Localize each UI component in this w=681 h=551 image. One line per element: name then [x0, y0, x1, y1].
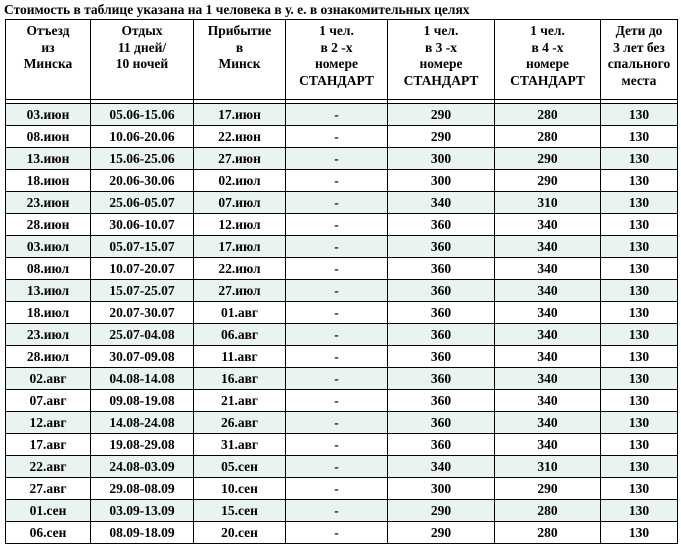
double-room-cell: - [286, 236, 388, 258]
stay-cell: 25.06-05.07 [91, 192, 194, 214]
table-row [6, 258, 678, 280]
double-room-cell: - [286, 324, 388, 346]
stay-cell: 10.06-20.06 [91, 126, 194, 148]
triple-room-cell: 340 [388, 456, 495, 478]
children-cell: 130 [601, 456, 678, 478]
quad-room-cell: 340 [495, 390, 601, 412]
stay-cell: 24.08-03.09 [91, 456, 194, 478]
triple-room-cell: 360 [388, 368, 495, 390]
arrival-cell: 12.июл [194, 214, 286, 236]
triple-room-cell: 360 [388, 236, 495, 258]
departure-cell: 01.сен [6, 500, 91, 522]
children-cell: 130 [601, 192, 678, 214]
departure-cell: 18.июл [6, 302, 91, 324]
table-row [6, 148, 678, 170]
departure-cell: 12.авг [6, 412, 91, 434]
arrival-cell: 27.июн [194, 148, 286, 170]
children-cell: 130 [601, 346, 678, 368]
triple-room-cell: 360 [388, 280, 495, 302]
children-cell: 130 [601, 522, 678, 544]
quad-room-cell: 290 [495, 478, 601, 500]
double-room-cell: - [286, 412, 388, 434]
triple-room-cell: 290 [388, 104, 495, 126]
departure-cell: 28.июн [6, 214, 91, 236]
quad-room-cell: 280 [495, 126, 601, 148]
arrival-cell: 22.июн [194, 126, 286, 148]
triple-room-cell: 340 [388, 192, 495, 214]
stay-cell: 15.07-25.07 [91, 280, 194, 302]
quad-room-cell: 340 [495, 346, 601, 368]
header-row [6, 20, 678, 100]
departure-cell: 17.авг [6, 434, 91, 456]
quad-room-cell: 280 [495, 500, 601, 522]
header-stay: Отдых 11 дней/ 10 ночей [91, 20, 194, 100]
header-triple-room: 1 чел. в 3 -х номере СТАНДАРТ [388, 20, 495, 100]
table-row [6, 280, 678, 302]
quad-room-cell: 290 [495, 170, 601, 192]
departure-cell: 06.сен [6, 522, 91, 544]
stay-cell: 09.08-19.08 [91, 390, 194, 412]
children-cell: 130 [601, 170, 678, 192]
quad-room-cell: 340 [495, 236, 601, 258]
double-room-cell: - [286, 368, 388, 390]
quad-room-cell: 290 [495, 148, 601, 170]
table-row [6, 104, 678, 126]
quad-room-cell: 310 [495, 192, 601, 214]
departure-cell: 27.авг [6, 478, 91, 500]
children-cell: 130 [601, 280, 678, 302]
arrival-cell: 11.авг [194, 346, 286, 368]
departure-cell: 13.июл [6, 280, 91, 302]
stay-cell: 04.08-14.08 [91, 368, 194, 390]
price-table [5, 19, 678, 544]
children-cell: 130 [601, 148, 678, 170]
header-children: Дети до 3 лет без спального места [601, 20, 678, 100]
stay-cell: 20.06-30.06 [91, 170, 194, 192]
departure-cell: 18.июн [6, 170, 91, 192]
children-cell: 130 [601, 236, 678, 258]
double-room-cell: - [286, 104, 388, 126]
arrival-cell: 07.июл [194, 192, 286, 214]
children-cell: 130 [601, 126, 678, 148]
stay-cell: 25.07-04.08 [91, 324, 194, 346]
stay-cell: 10.07-20.07 [91, 258, 194, 280]
children-cell: 130 [601, 478, 678, 500]
table-row [6, 302, 678, 324]
arrival-cell: 27.июл [194, 280, 286, 302]
triple-room-cell: 300 [388, 148, 495, 170]
table-row [6, 522, 678, 544]
quad-room-cell: 340 [495, 258, 601, 280]
stay-cell: 05.06-15.06 [91, 104, 194, 126]
triple-room-cell: 290 [388, 126, 495, 148]
arrival-cell: 17.июн [194, 104, 286, 126]
stay-cell: 19.08-29.08 [91, 434, 194, 456]
table-row [6, 390, 678, 412]
stay-cell: 08.09-18.09 [91, 522, 194, 544]
triple-room-cell: 360 [388, 302, 495, 324]
table-row [6, 324, 678, 346]
arrival-cell: 22.июл [194, 258, 286, 280]
arrival-cell: 06.авг [194, 324, 286, 346]
children-cell: 130 [601, 412, 678, 434]
table-row [6, 346, 678, 368]
children-cell: 130 [601, 390, 678, 412]
triple-room-cell: 360 [388, 412, 495, 434]
arrival-cell: 16.авг [194, 368, 286, 390]
departure-cell: 23.июл [6, 324, 91, 346]
table-row [6, 214, 678, 236]
double-room-cell: - [286, 170, 388, 192]
triple-room-cell: 290 [388, 500, 495, 522]
double-room-cell: - [286, 434, 388, 456]
header-quad-room: 1 чел. в 4 -х номере СТАНДАРТ [495, 20, 601, 100]
children-cell: 130 [601, 104, 678, 126]
quad-room-cell: 340 [495, 434, 601, 456]
departure-cell: 28.июл [6, 346, 91, 368]
triple-room-cell: 360 [388, 390, 495, 412]
arrival-cell: 15.сен [194, 500, 286, 522]
double-room-cell: - [286, 456, 388, 478]
double-room-cell: - [286, 214, 388, 236]
departure-cell: 23.июн [6, 192, 91, 214]
children-cell: 130 [601, 324, 678, 346]
double-room-cell: - [286, 258, 388, 280]
arrival-cell: 20.сен [194, 522, 286, 544]
stay-cell: 30.07-09.08 [91, 346, 194, 368]
stay-cell: 03.09-13.09 [91, 500, 194, 522]
quad-room-cell: 310 [495, 456, 601, 478]
arrival-cell: 05.сен [194, 456, 286, 478]
table-row [6, 456, 678, 478]
stay-cell: 15.06-25.06 [91, 148, 194, 170]
double-room-cell: - [286, 500, 388, 522]
quad-room-cell: 280 [495, 104, 601, 126]
table-row [6, 412, 678, 434]
table-body [6, 104, 678, 544]
quad-room-cell: 340 [495, 368, 601, 390]
triple-room-cell: 360 [388, 434, 495, 456]
quad-room-cell: 340 [495, 214, 601, 236]
double-room-cell: - [286, 522, 388, 544]
stay-cell: 05.07-15.07 [91, 236, 194, 258]
header-arrival: Прибытие в Минск [194, 20, 286, 100]
stay-cell: 30.06-10.07 [91, 214, 194, 236]
stay-cell: 14.08-24.08 [91, 412, 194, 434]
triple-room-cell: 360 [388, 346, 495, 368]
children-cell: 130 [601, 214, 678, 236]
table-row [6, 170, 678, 192]
children-cell: 130 [601, 302, 678, 324]
departure-cell: 22.авг [6, 456, 91, 478]
triple-room-cell: 360 [388, 258, 495, 280]
table-row [6, 126, 678, 148]
header-double-room: 1 чел. в 2 -х номере СТАНДАРТ [286, 20, 388, 100]
table-row [6, 434, 678, 456]
quad-room-cell: 340 [495, 280, 601, 302]
table-caption: Стоимость в таблице указана на 1 человека в у. е. в ознакомительных целях [4, 2, 470, 17]
quad-room-cell: 280 [495, 522, 601, 544]
double-room-cell: - [286, 302, 388, 324]
departure-cell: 08.июл [6, 258, 91, 280]
table-row [6, 192, 678, 214]
triple-room-cell: 290 [388, 522, 495, 544]
quad-room-cell: 340 [495, 412, 601, 434]
quad-room-cell: 340 [495, 302, 601, 324]
children-cell: 130 [601, 368, 678, 390]
stay-cell: 20.07-30.07 [91, 302, 194, 324]
children-cell: 130 [601, 258, 678, 280]
triple-room-cell: 300 [388, 170, 495, 192]
departure-cell: 03.июл [6, 236, 91, 258]
arrival-cell: 10.сен [194, 478, 286, 500]
double-room-cell: - [286, 390, 388, 412]
departure-cell: 03.июн [6, 104, 91, 126]
arrival-cell: 02.июл [194, 170, 286, 192]
departure-cell: 02.авг [6, 368, 91, 390]
children-cell: 130 [601, 434, 678, 456]
double-room-cell: - [286, 478, 388, 500]
children-cell: 130 [601, 500, 678, 522]
table-row [6, 236, 678, 258]
double-room-cell: - [286, 346, 388, 368]
table-row [6, 368, 678, 390]
header-departure: Отъезд из Минска [6, 20, 91, 100]
departure-cell: 08.июн [6, 126, 91, 148]
arrival-cell: 26.авг [194, 412, 286, 434]
double-room-cell: - [286, 126, 388, 148]
double-room-cell: - [286, 192, 388, 214]
arrival-cell: 31.авг [194, 434, 286, 456]
arrival-cell: 01.авг [194, 302, 286, 324]
stay-cell: 29.08-08.09 [91, 478, 194, 500]
table-row [6, 500, 678, 522]
double-room-cell: - [286, 148, 388, 170]
triple-room-cell: 300 [388, 478, 495, 500]
departure-cell: 07.авг [6, 390, 91, 412]
triple-room-cell: 360 [388, 324, 495, 346]
double-room-cell: - [286, 280, 388, 302]
table-row [6, 478, 678, 500]
arrival-cell: 17.июл [194, 236, 286, 258]
arrival-cell: 21.авг [194, 390, 286, 412]
quad-room-cell: 340 [495, 324, 601, 346]
triple-room-cell: 360 [388, 214, 495, 236]
departure-cell: 13.июн [6, 148, 91, 170]
